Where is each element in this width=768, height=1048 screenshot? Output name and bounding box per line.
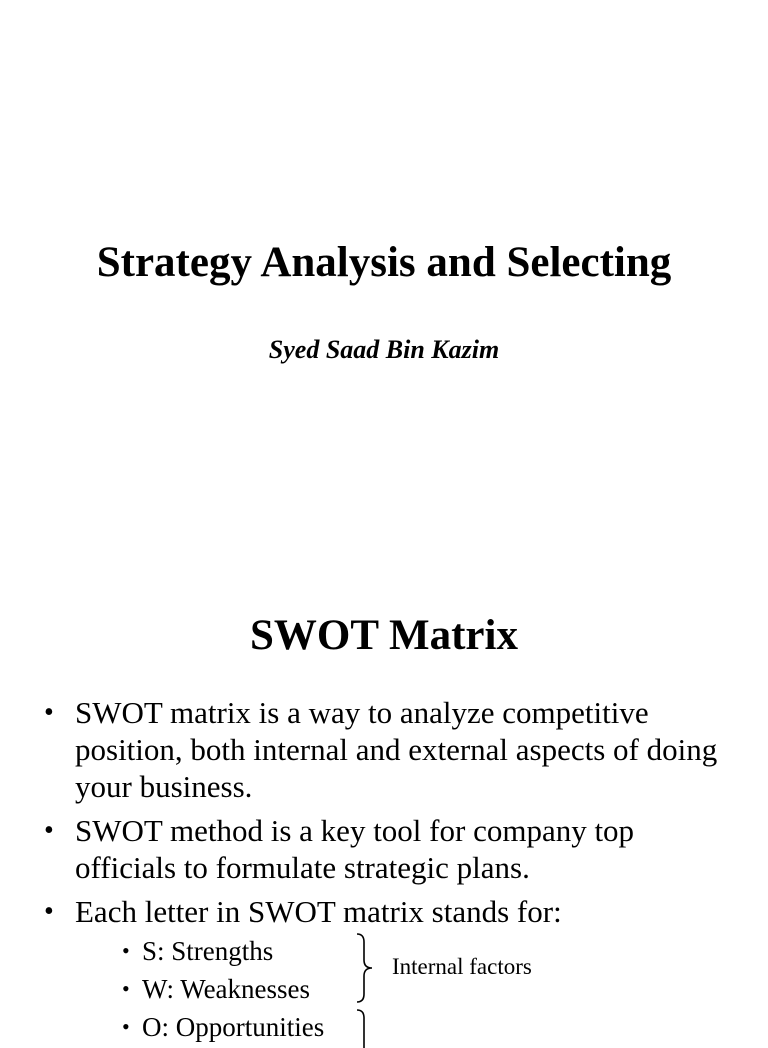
bullet-text: Each letter in SWOT matrix stands for: bbox=[75, 894, 562, 929]
bullet-icon: • bbox=[122, 938, 130, 963]
slide-title: Strategy Analysis and Selecting bbox=[96, 239, 672, 286]
bullet-text: SWOT matrix is a way to analyze competitive position, both internal and external aspects of doing your business. bbox=[75, 695, 718, 804]
internal-factors-label: Internal factors bbox=[392, 954, 532, 979]
sub-bullet-text: W: Weaknesses bbox=[142, 974, 311, 1004]
bullet-icon: • bbox=[44, 697, 54, 728]
curly-brace-icon bbox=[354, 932, 376, 1004]
bullet-text: SWOT method is a key tool for company top officials to formulate strategic plans. bbox=[75, 813, 635, 885]
list-item bbox=[120, 1008, 324, 1046]
sub-bullet-text: S: Strengths bbox=[142, 936, 274, 966]
curly-brace-icon bbox=[354, 1008, 376, 1048]
bullet-icon: • bbox=[44, 896, 54, 927]
list-item bbox=[40, 694, 740, 805]
bullet-icon: • bbox=[122, 1014, 130, 1039]
list-item bbox=[120, 932, 324, 970]
list-item bbox=[40, 812, 740, 886]
bullet-icon: • bbox=[44, 815, 54, 846]
section-title: SWOT Matrix bbox=[250, 612, 518, 659]
bullet-list bbox=[40, 694, 740, 937]
sub-bullet-text: O: Opportunities bbox=[142, 1012, 325, 1042]
bullet-icon: • bbox=[122, 976, 130, 1001]
slide-author: Syed Saad Bin Kazim bbox=[268, 335, 500, 364]
list-item bbox=[120, 970, 324, 1008]
sub-bullet-list bbox=[120, 932, 324, 1046]
list-item bbox=[40, 893, 740, 930]
